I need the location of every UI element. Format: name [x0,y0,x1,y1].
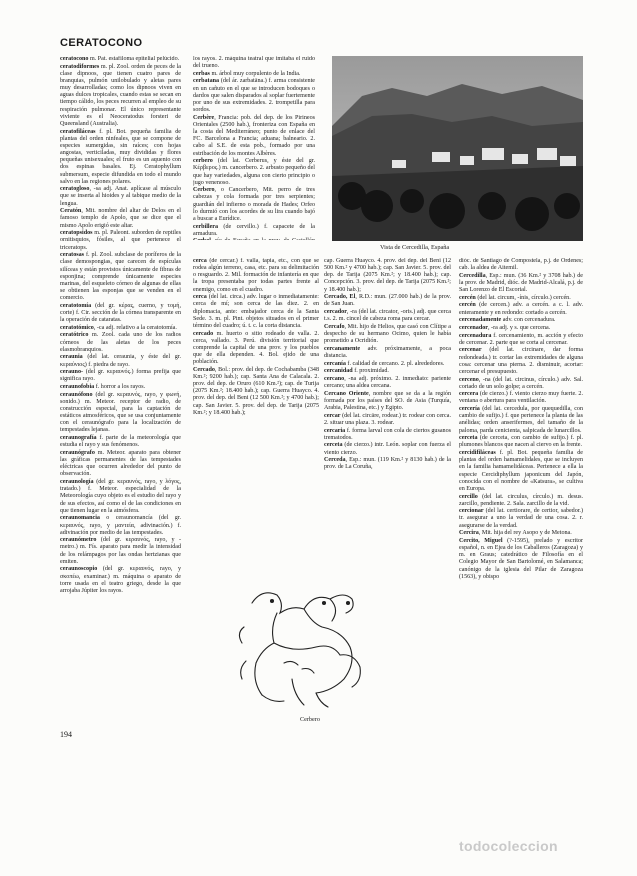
dictionary-entry [459,325,583,332]
entry-definition: , -na (del lat. circinus, círculo.) adv. Sal. cortado de un solo golpe; a cercén. [459,376,583,390]
dictionary-entry [60,515,181,536]
entry-headword: cerceta [459,435,478,442]
dictionary-entry [193,238,315,240]
entry-headword: ceraunología [60,479,94,486]
dictionary-entry [459,295,583,302]
dictionary-entry [324,346,451,360]
dictionary-entry [60,354,181,368]
dictionary-entry [459,450,583,493]
entry-headword: ceratotomía [60,302,92,309]
dictionary-entry [459,530,583,537]
entry-definition: los rayos. 2. máquina teatral que imitaba el ruido del trueno. [193,56,315,70]
entry-headword: ceraunografía [60,435,97,442]
entry-headword: cercador [324,309,347,316]
dictionary-entry [193,224,315,238]
entry-definition: , Francia: pob. del dep. de los Pirineos Orientales (2500 hab.), fronteriza con España en la costa del Mediterráneo; punto de enlace del FC. Barcelona a Francia; aduana; balneario. 2. cabo al S.E. de esta pob., formado por una estribación de los montes Albères. [193,114,315,157]
entry-definition: (del lat. circāre, rodear.) tr. rodear con cerca. 2. situar una plaza. 3. rodear. [324,412,451,426]
dictionary-entry [324,391,451,412]
entry-definition: f. horror a los rayos. [94,384,146,391]
entry-definition: (del gr. κεραυνός, rayo, y φωνή, sonido.) m. Meteor. receptor de radio, de construcción especial, para la captación de estáticos atmosféricos, que se usa conjuntamente con el ceraunógrafo para la localización de tempestades lejanas. [60,391,181,434]
photo-caption: Vista de Cercedilla, España [380,244,450,251]
dictionary-entry [60,252,181,302]
entry-headword: ceraunoscopio [60,566,98,573]
entry-definition: , -na adj. próximo. 2. inmediato: pariente cercano; una aldea cercana. [324,376,451,390]
dictionary-entry [324,376,451,390]
entry-definition: f. proximidad. [352,368,389,375]
entry-headword: cercar [324,412,341,419]
entry-definition: (del lat. circulus, círculo.) m. desus. zarcillo, pendiente. 2. Sala. zarcillo de la vid. [459,493,583,507]
entry-definition: f. pl. Bot. pequeña familia de plantas del orden ninfeales, que se compone de especies sumergidas, sin raíces; con hojas angostas, verticiladas, muy divididas y flores pequeñas unisexuales; el fruto es un aquenio con dos espinas basales. Ej. Ceratophyllum submersum, especie difundida en todo el mundo salvo en las regiones polares. [60,128,181,185]
dictionary-entry [60,186,181,207]
dictionary-entry [60,392,181,435]
dictionary-entry [60,129,181,186]
entry-definition: (del lat. circa.) adv. lugar o inmediatamente: cerca de mí; son cerca de las diez. 2. en diplomacia, ante: embajador cerca de la Santa Sede. 3. m. pl. Pint. objetos situados en el primer término del cuadro; ú. t. c. la corta distancia. [193,294,319,329]
entry-definition: (del lat. circinare, dar forma redondeada.) tr. cortar las extremidades de alguna cosa: cercenar una pierna. 2. disminuir, acortar: cercenar el presupuesto. [459,347,583,375]
dictionary-entry [193,78,315,114]
dictionary-entry [324,309,451,323]
entry-definition: m. árbol muy corpulento de la India. [209,70,301,77]
dictionary-entry [324,428,451,442]
entry-definition [193,238,315,240]
dictionary-entry [324,413,451,427]
entry-headword: cercén [459,294,476,301]
dictionary-entry [60,479,181,515]
entry-definition: (de cervillo.) f. capacete de la armadura. [193,223,315,237]
dictionary-entry [459,377,583,391]
entry-headword: cerauno- [60,369,84,376]
entry-headword: ceraunómetro [60,537,97,544]
dictionary-entry [60,64,181,128]
entry-headword: cercanamente [324,345,361,352]
dictionary-entry [324,258,451,294]
entry-definition: , -sa adj. Anat. aplícase al músculo que se inserta al hioides y al tabique medio de la lengua. [60,186,181,207]
dictionary-entry [459,273,583,294]
entry-definition: m. pl. Zool. orden de peces de la clase dipnoos, que tienen cuatro pares de branquias, pulmón unilobulado y aletas pares muy desarrolladas; como los dipnoos viven en aguas dulces tropicales, cuando estas se secan en tiempo cálido, los peces recurren al empleo de su respiración pulmonar. El único representante viviente es el Neoceratodus forsteri de Queensland (Australia). [60,63,181,127]
dictionary-entry [193,71,315,78]
column-1 [60,56,181,726]
entry-definition: , Mit. nombre del altar de Delos en el famoso templo de Apolo, que se dice que el mismo Apolo erigió este altar. [60,208,181,229]
entry-headword: cercenadura [459,332,492,339]
entry-headword: cercenador [459,324,488,331]
entry-headword: ceraunia [60,354,83,361]
entry-definition: , -ca adj. relativo a la ceratotomía. [93,324,177,331]
entry-headword: Cercira [459,530,479,537]
page-number: 194 [60,730,72,739]
entry-headword: ceraunofobia [60,384,95,391]
dictionary-entry [193,115,315,158]
dictionary-entry [193,367,319,417]
dictionary-entry [193,294,319,330]
column-2 [193,56,315,240]
entry-headword: Cerceda [324,457,346,464]
dictionary-entry [60,208,181,229]
entry-headword: cercillo [459,493,478,500]
dictionary-entry [193,258,319,294]
entry-definition: (del gr. κεραυνός, rayo, y -metro.) m. Fís. aparato para medir la intensidad de los relámpagos por las ondas hertzianas que emiten. [60,537,181,565]
drawing-caption: Cerbero [300,716,320,723]
entry-definition: (del lat. cercedula, por quequedilla, con cambio de sufijo.) f. que pertenece la planta de las anélidas; orden anserifermes, del tamaño de la paloma, parda cenicienta, salpicada de lunarcillos. [459,406,583,434]
entry-headword: cercería [459,406,480,413]
entry-definition: adv. con cercenadura. [501,317,556,324]
entry-headword: cerbas [193,70,210,77]
entry-headword: cerbillera [193,223,219,230]
entry-definition: (de cerceta, con cambio de sufijo.) f. pl. plumones blancos que nacen al ciervo en la frente. [459,435,583,449]
dictionary-entry [459,302,583,316]
entry-definition: f. calidad de cercano. 2. pl. alrededores. [345,360,445,367]
entry-headword: Cercado [193,366,215,373]
dictionary-entry [193,56,315,70]
entry-headword: cercionar [459,508,484,515]
entry-definition: f. cercenamiento, m. acción y efecto de cercenar. 2. parte que se corta al cercenar. [459,332,583,346]
entry-definition: f. parte de la meteorología que estudia el rayo y sus fenómenos. [60,435,181,449]
entry-definition: adv. próximamente, a poca distancia. [324,345,451,360]
entry-definition: (de cierzo.) f. viento cierzo muy fuerte. 2. ventana o abertura para ventilación. [459,391,583,405]
entry-headword: cerca [193,294,207,301]
entry-definition: (de cercen.) adv. a cercén. a c. l. adv. enteramente y en redondo: cortado a cercén. [459,302,583,316]
entry-definition: (del ár. zarbatāna.) f. arma consistente en un cañuto en el que se introducen bodoques o dardos que salen disparados al soplar fuertemente por uno de sus extremidades. 2. trompetilla para sordos. [193,78,315,114]
entry-definition: (del lat. Cerberus, y éste del gr. Κέρβερος.) m. cancerbero. 2. arbusto pequeño del que hay variedades, alguna con cierto principio o jugo venenoso. [193,158,315,186]
entry-headword: ceratótrico [60,332,89,339]
watermark: todocoleccion [459,838,558,854]
dictionary-entry [60,566,181,595]
entry-definition: m. huerto o sitio rodeado de valla. 2. cerca, vallado. 3. Perú. división territorial que comprende la capital de una prov. y los pueblos que de ella dependen. 4. Bol. ejido de una población. [193,330,319,366]
entry-headword: ceratocono [60,56,89,62]
entry-definition: (de cierzo.) intr. León. soplar con fuerza el viento cierzo. [324,442,451,456]
entry-headword: ceraunógrafo [60,449,95,456]
entry-headword: cercenar [459,347,482,354]
entry-headword: Cercafo [324,323,345,330]
entry-definition: (del lat. ceraunia, y éste del gr. κεραύνιος) f. piedra de rayo. [60,354,181,368]
entry-headword: cercano [324,376,345,382]
entry-headword: Cercano Oriente [324,390,369,397]
dictionary-entry [459,258,583,272]
entry-headword [193,238,211,240]
column-5 [459,258,583,726]
entry-headword: cercera [459,391,479,398]
dictionary-entry [459,317,583,324]
entry-definition: (del gr. κέρας, cuerno, y τομή, corte) f. Cir. sección de la córnea transparente en la operación de cataratas. [60,302,181,324]
entry-definition: (del gr. κεραυνός, rayo, y σκοπέω, examinar.) m. máquina o aparato de torre usada en el teatro griego, desde la que arrojaba Júpiter los rayos. [60,566,181,594]
dictionary-entry [459,391,583,405]
dictionary-entry [193,187,315,223]
entry-definition: , Mit. hija del rey Asopo y de Metona. [478,530,572,537]
entry-headword: cercanidad [324,368,353,375]
dictionary-entry [459,406,583,435]
dictionary-entry [459,538,583,581]
dictionary-entry [459,494,583,508]
entry-definition: , -ra adj. y s. que cercena. [488,324,551,331]
dictionary-entry [459,508,583,529]
entry-headword: cercanía [324,360,346,367]
entry-definition: dióc. de Santiago de Compostela, p.j. de Ordenes; cab. la aldea de Aitemil. [459,258,583,272]
page-header: CERATOCONO [60,37,143,49]
entry-headword: cercidifiláceas [459,450,496,457]
entry-headword: Ceratón [60,208,82,215]
dictionary-entry [459,435,583,449]
entry-headword: cerca [193,258,207,264]
dictionary-entry [60,537,181,566]
entry-headword: cercenadamente [459,317,502,324]
entry-headword: cercado [193,330,214,337]
dictionary-entry [324,294,451,308]
entry-definition: (del lat. certiorare, de certior, sabedor.) tr. asegurar a uno la verdad de una cosa. 2. r. asegurarse de la verdad. [459,508,583,529]
entry-definition: (del lat. circum, -ínis, círculo.) cercén. [475,294,571,301]
entry-definition: (del gr. κεραυνός, rayo, y λόγος, tratado.) f. Meteor. especialidad de la Meteorología cuyo objeto es el estudio del rayo y de sus efectos, así como el de las condiciones en que tienen lugar en la atmósfera. [60,479,181,514]
entry-definition: , o Cancerbero, Mit. perro de tres cabezas y cola formada por tres serpientes; guardián del infierno o morada de Hades; Orfeo lo durmió con los acordes de su lira cuando bajó a buscar a Eurídice. [193,187,315,222]
entry-headword: Cercito, Miguel [459,537,503,544]
entry-headword: ceraunófono [60,391,93,398]
entry-headword: ceratopsidos [60,230,93,237]
dictionary-entry [459,347,583,376]
dictionary-entry [324,368,451,375]
dictionary-entry [60,332,181,353]
cerberus-illustration [232,583,366,715]
entry-definition: , Bol.: prov. del dep. de Cochabamba (348 Km.²; 9200 hab.); cap. Santa Ana de Calacala. 2. prov. del dep. de Oruro (610 Km.²); cap. de Turija (2075 Km.²; 18.400 hab.); cap. Guerra Huayco. 4. prov. del dep. del Beni (12 500 Km.²; y 4700 hab.); cap. San Javier. 5. prov. del dep. de Tarija (2075 Km.²; y 18.400 hab.); [193,366,319,416]
dictionary-entry [60,369,181,383]
entry-headword: cerceno [459,376,479,383]
entry-definition: (de cercar.) f. valla, tapia, etc., con que se rodea algún terreno, casa, etc. para su delimitación o resguardo. 2. Mil. formación de infantería en que la tropa presentaba por todas partes frente al enemigo, como en el cuadro. [193,258,319,293]
entry-headword: ceratodiformes [60,63,100,70]
entry-headword: ceratogloso [60,186,90,193]
dictionary-entry [324,324,451,345]
entry-headword: ceratofiláceas [60,128,96,135]
column-4 [324,258,451,585]
dictionary-entry [60,56,181,63]
entry-definition: f. pl. Bot. pequeña familia de plantas del orden hamamelidales, que se incluyen en la familia hamamelidáceas. Pertenece a ella la especie Cercidiphyllum japonicum del Japón, conocida con el nombre de «Katsura», se cultiva en Europa. [459,450,583,492]
dictionary-entry [60,384,181,391]
entry-headword: Cerbero [193,187,215,194]
dictionary-entry [193,158,315,187]
entry-definition: , nombre que se da a la región formada por los países del SO. de Asia (Turquía, Arabia, Palestina, etc.) y Egipto. [324,390,451,412]
entry-definition: m. Zool. cada uno de los radios córneos de las aletas de los peces elasmobranquios. [60,332,181,353]
dictionary-entry [60,303,181,324]
dictionary-entry [60,325,181,332]
entry-definition: m. Pat. estafiloma epitelial pelúcido. [88,56,180,62]
entry-definition: , Mit. hijo de Helios, que casó con Clítipe a despecho de su hermano Ocimo, quien le había prometido a Ocridión. [324,323,451,345]
entry-headword: cercén [459,302,476,309]
dictionary-entry [60,230,181,251]
entry-headword: ceraunomancia [60,515,100,522]
column-3 [193,258,319,575]
entry-definition: (del gr. κεραυνός.) forma prefija que significa rayo. [60,369,181,383]
entry-headword: cerceta [324,442,343,449]
dictionary-entry [60,450,181,479]
entry-definition: , Esp.: mun. (36 Km.² y 3708 hab.) de la prov. de Madrid, dióc. de Madrid-Alcalá, p.j. de San Lorenzo de El Escorial. [459,272,583,294]
entry-definition: m. pl. Paleont. suborden de reptiles ornitisquios, fósiles, al que pertenece el triceratops. [60,230,181,251]
dictionary-entry [324,457,451,471]
entry-definition: , R.D.: mun. (27.000 hab.) de la prov. de San Juan. [324,294,451,308]
dictionary-entry [60,435,181,449]
entry-headword: Cercado, El [324,294,356,301]
entry-headword: cerbero [193,158,213,165]
entry-definition: , -ra (del lat. circator, -oris.) adj. que cerca t.s. 2. m. cincel de cabeza roma para cercar. [324,309,451,323]
entry-definition: f. forma larval con cola de ciertos gusanos trematodos. [324,427,451,441]
entry-headword: Cercedilla [459,272,486,279]
dictionary-entry [324,442,451,456]
entry-definition: , Esp.: mun. (119 Km.² y 8130 hab.) de la prov. de La Coruña, [324,457,451,471]
dictionary-entry [324,361,451,368]
entry-headword: cercaria [324,427,346,434]
entry-definition: (?-1595), prelado y escritor español, n. en Ejea de los Caballeros (Zaragoza) y m. en Graus; catedrático de Filosofía en el Colegio Mayor de San Bartolomé, en Salamanca; canónigo de la iglesia del Pilar de Zaragoza (1563), y obispo [459,537,583,580]
entry-headword: Cerbère [193,114,215,121]
entry-definition: o ceraunomancía (del gr. κεραυνός, rayo, y μαντεία, adivinación.) f. adivinación por medio de las tempestades. [60,515,181,536]
entry-headword: ceratotómico [60,324,94,331]
entry-headword: cerbatana [193,78,220,85]
entry-definition: cap. Guerra Huayco. 4. prov. del dep. del Beni (12 500 Km.² y 4700 hab.); cap. San Javier. 5. prov. del dep. de Tarija (2075 Km.²; y 18.400 hab.); cap. Concepción. 3. prov. del dep. de Tarija (2075 Km.²; y 18.400 hab.); [324,258,451,293]
dictionary-entry [459,333,583,347]
cercedilla-photo [332,56,583,241]
entry-definition: m. Meteor. aparato para obtener las gráficas permanentes de las tempestades eléctricas que ocurren alrededor del punto de observación. [60,449,181,478]
entry-definition: f. pl. Zool. subclase de poríferos de la clase demospongias, que carecen de espículas silíceas y están provistos únicamente de fibras de esponjina; comprende únicamente especies marinas, del esqueleto córneo de algunas de ellas se obtienen las esponjas que se venden en el comercio. [60,252,181,302]
entry-headword: ceratosas [60,252,85,259]
dictionary-entry [193,331,319,367]
